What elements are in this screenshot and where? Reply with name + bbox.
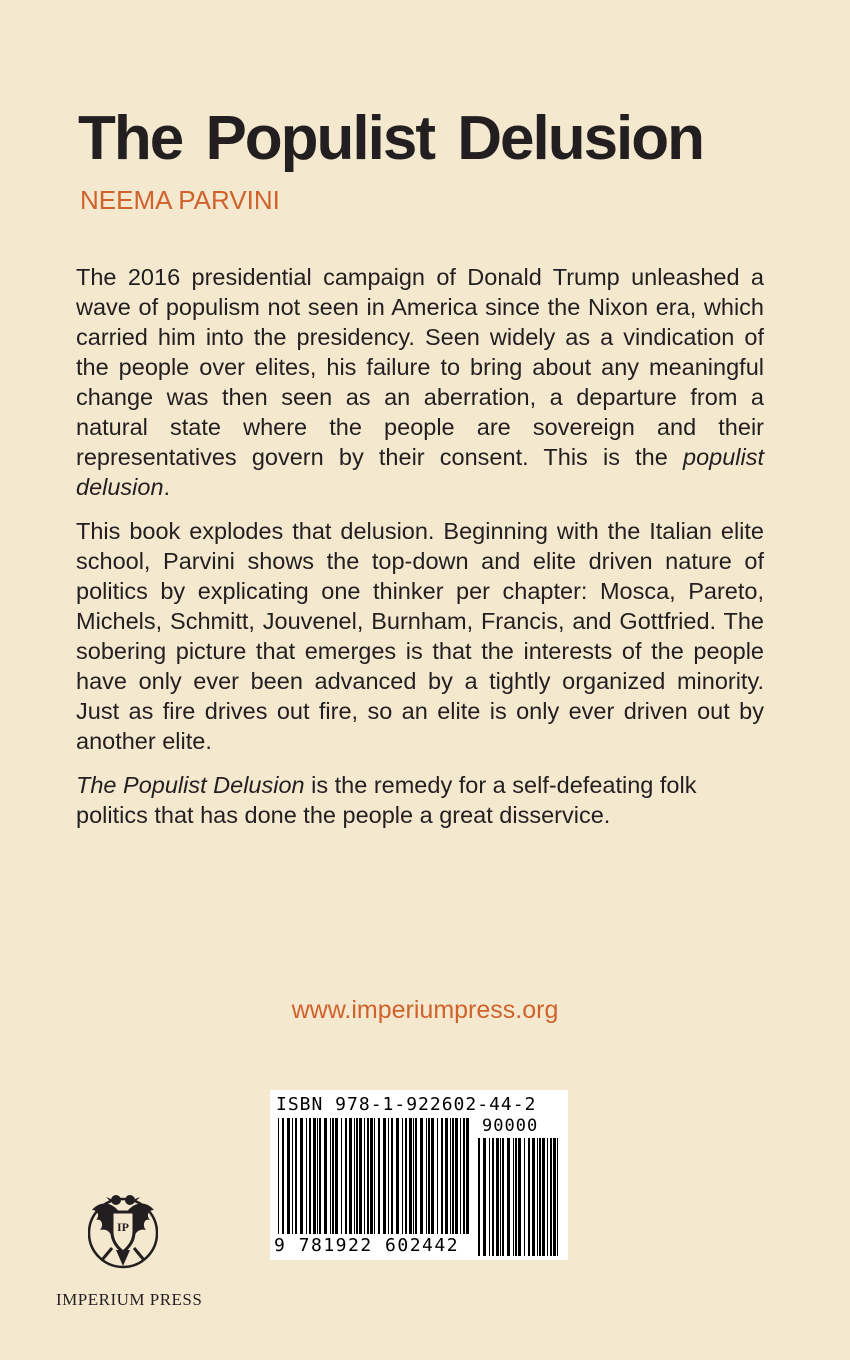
barcode-bar <box>332 1118 334 1234</box>
barcode-bar <box>388 1118 389 1234</box>
barcode-bar <box>354 1118 355 1234</box>
barcode-bar <box>502 1138 504 1256</box>
barcode-bar <box>420 1118 423 1234</box>
barcode-bar <box>359 1118 362 1234</box>
barcode-bar <box>489 1138 490 1256</box>
barcode-bar <box>306 1118 307 1234</box>
logo-monogram: IP <box>117 1220 129 1234</box>
barcode-bar <box>402 1118 403 1234</box>
barcode-bar <box>478 1138 480 1256</box>
barcode-bar <box>537 1138 538 1256</box>
barcode-bar <box>396 1118 399 1234</box>
barcode-bar <box>391 1118 393 1234</box>
barcode-bar <box>292 1118 293 1234</box>
barcode-bar <box>405 1118 407 1234</box>
barcode-bar <box>547 1138 548 1256</box>
barcode-bar <box>330 1118 331 1234</box>
isbn-barcode <box>270 1090 568 1260</box>
barcode-bar <box>374 1118 375 1234</box>
barcode-bar <box>557 1138 558 1256</box>
blurb <box>76 262 764 844</box>
barcode-bar <box>309 1118 311 1234</box>
barcode-bar <box>356 1118 358 1234</box>
publisher-website[interactable]: www.imperiumpress.org <box>291 996 559 1024</box>
barcode-bar <box>319 1118 321 1234</box>
barcode-bar <box>341 1118 342 1234</box>
barcode-bar <box>426 1118 427 1234</box>
barcode-bar <box>317 1118 318 1234</box>
barcode-bar <box>492 1138 494 1256</box>
barcode-bar <box>428 1118 430 1234</box>
barcode-bar <box>515 1138 517 1256</box>
addon-bars <box>476 1138 562 1256</box>
barcode-bar <box>528 1138 530 1256</box>
barcode-bar <box>483 1138 486 1256</box>
barcode-bar <box>441 1118 443 1234</box>
barcode-bar <box>445 1118 448 1234</box>
barcode-bar <box>383 1118 386 1234</box>
barcode-bar <box>415 1118 417 1234</box>
price-code: 90000 <box>482 1116 539 1136</box>
double-eagle-logo <box>88 1188 158 1278</box>
blurb-paragraph-3: The Populist Delusion is the remedy for a self-defeating folk politics that has done the people a great disservice. <box>76 772 697 828</box>
barcode-bar <box>452 1118 454 1234</box>
ean-bars <box>276 1118 472 1234</box>
blurb-paragraph-2: This book explodes that delusion. Beginning with the Italian elite school, Parvini shows the top-down and elite driven nature of politics by explicating one thinker per chapter: Mosca, Pareto, Michels, Schmitt, Jouvenel, Burnham, Francis, and Gottfried. The sobering picture that emerges is that the interests of the people have only ever been advanced by a tightly organized minority. Just as fire drives out fire, so an elite is only ever driven out by another elite. <box>76 518 764 754</box>
barcode-bar <box>463 1118 465 1234</box>
book-title: The Populist Delusion <box>78 104 704 173</box>
barcode-bar <box>282 1118 284 1234</box>
barcode-bar <box>278 1118 279 1234</box>
author-name: NEEMA PARVINI <box>80 185 280 215</box>
barcode-bar <box>466 1118 469 1234</box>
barcode-bar <box>335 1118 338 1234</box>
barcode-bar <box>349 1118 352 1234</box>
barcode-bar <box>500 1138 501 1256</box>
barcode-bar <box>542 1138 545 1256</box>
barcode-bar <box>455 1118 458 1234</box>
ean-digits: 9 781922 602442 <box>274 1235 460 1256</box>
barcode-bar <box>364 1118 365 1234</box>
barcode-bar <box>300 1118 303 1234</box>
barcode-bar <box>518 1138 521 1256</box>
barcode-bar <box>513 1138 514 1256</box>
barcode-bar <box>287 1118 290 1234</box>
barcode-bar <box>550 1138 552 1256</box>
barcode-bar <box>507 1138 510 1256</box>
blurb-paragraph-1: The 2016 presidential campaign of Donald Trump unleashed a wave of populism not seen in America since the Nixon era, which carried him into the presidency. Seen widely as a vindication of the people over elites, his failure to bring about any meaningful change was then seen as an aberration, a departure from a natural state where the people are sovereign and their representatives govern by their consent. This is the populist delusion. <box>76 264 764 500</box>
barcode-bar <box>378 1118 380 1234</box>
barcode-bar <box>460 1118 461 1234</box>
blurb-emphasis: populist delusion <box>76 444 764 500</box>
barcode-bar <box>295 1118 297 1234</box>
barcode-bar <box>409 1118 412 1234</box>
barcode-bar <box>324 1118 327 1234</box>
barcode-bar <box>553 1138 556 1256</box>
barcode-bar <box>431 1118 434 1234</box>
barcode-bar <box>345 1118 347 1234</box>
blurb-title-emphasis: The Populist Delusion <box>76 772 305 798</box>
barcode-bar <box>496 1138 499 1256</box>
barcode-bar <box>539 1138 541 1256</box>
barcode-bar <box>313 1118 316 1234</box>
barcode-bar <box>370 1118 373 1234</box>
barcode-bar <box>524 1138 525 1256</box>
barcode-bar <box>437 1118 438 1234</box>
barcode-bar <box>450 1118 451 1234</box>
barcode-bar <box>532 1138 535 1256</box>
publisher-name: IMPERIUM PRESS <box>56 1290 203 1309</box>
barcode-bar <box>413 1118 414 1234</box>
barcode-bar <box>367 1118 369 1234</box>
isbn-label: ISBN 978-1-922602-44-2 <box>276 1094 537 1115</box>
